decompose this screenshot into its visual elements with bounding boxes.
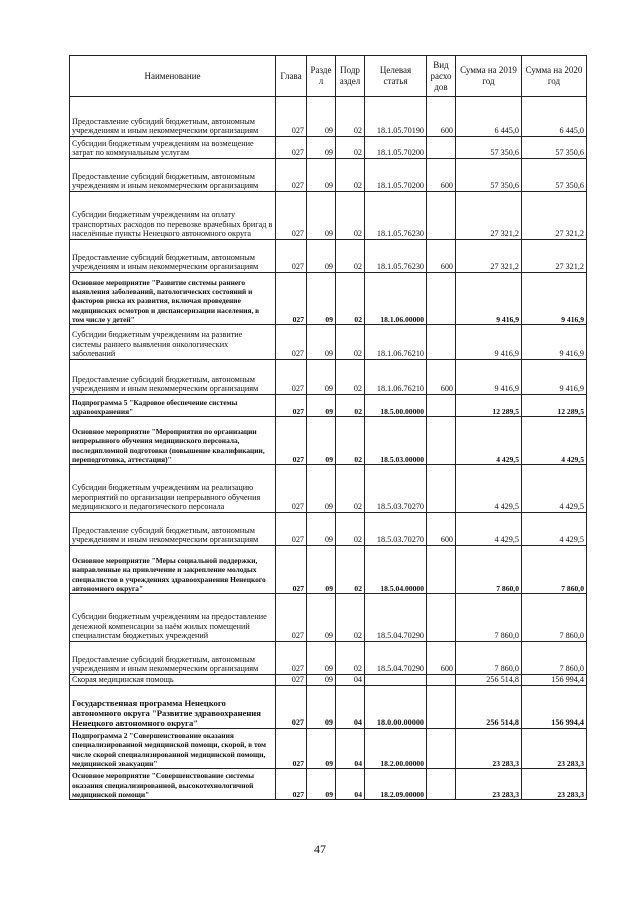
cell-vid <box>427 769 456 800</box>
cell-sum-2020: 4 429,5 <box>522 417 587 465</box>
cell-podrazdel: 02 <box>336 360 365 395</box>
cell-sum-2020: 23 283,3 <box>522 769 587 800</box>
cell-podrazdel: 02 <box>336 159 365 192</box>
cell-target: 18.1.06.76210 <box>365 325 427 360</box>
cell-sum-2019: 57 350,6 <box>456 137 522 159</box>
cell-target: 18.1.05.76230 <box>365 240 427 273</box>
cell-name: Основное мероприятие "Совершенствование системы оказания специализированной, высокотехнологичной медицинской помощи" <box>70 769 276 800</box>
cell-name: Предоставление субсидий бюджетным, автономным учреждениям и иным некоммерческим организациям <box>70 97 276 137</box>
cell-sum-2020: 12 289,5 <box>522 395 587 417</box>
table-row <box>70 729 587 769</box>
table-row <box>70 159 587 192</box>
cell-razdel: 09 <box>307 513 336 546</box>
cell-vid <box>427 594 456 642</box>
cell-razdel: 09 <box>307 192 336 240</box>
cell-target: 18.1.05.76230 <box>365 192 427 240</box>
cell-sum-2020: 9 416,9 <box>522 325 587 360</box>
table-row <box>70 465 587 513</box>
cell-sum-2020: 4 429,5 <box>522 465 587 513</box>
table-row <box>70 513 587 546</box>
cell-razdel: 09 <box>307 395 336 417</box>
cell-sum-2019: 9 416,9 <box>456 360 522 395</box>
cell-glava: 027 <box>276 360 307 395</box>
cell-glava: 027 <box>276 97 307 137</box>
cell-name: Предоставление субсидий бюджетным, автономным учреждениям и иным некоммерческим организациям <box>70 159 276 192</box>
cell-name: Основное мероприятие "Меры социальной поддержки, направленные на привлечение и закрепление молодых специалистов в учреждениях здравоохранения Ненецкого автономного округа" <box>70 546 276 594</box>
table-row <box>70 192 587 240</box>
cell-sum-2019: 4 429,5 <box>456 417 522 465</box>
table-row <box>70 675 587 686</box>
cell-glava: 027 <box>276 686 307 729</box>
cell-sum-2019: 7 860,0 <box>456 642 522 675</box>
cell-name: Скорая медицинская помощь <box>70 675 276 686</box>
cell-vid <box>427 395 456 417</box>
cell-razdel: 09 <box>307 465 336 513</box>
cell-razdel: 09 <box>307 675 336 686</box>
cell-target: 18.5.00.00000 <box>365 395 427 417</box>
cell-vid <box>427 675 456 686</box>
cell-glava: 027 <box>276 769 307 800</box>
cell-target: 18.5.03.70270 <box>365 513 427 546</box>
cell-sum-2020: 4 429,5 <box>522 513 587 546</box>
cell-podrazdel: 04 <box>336 729 365 769</box>
cell-glava: 027 <box>276 273 307 325</box>
cell-name: Субсидии бюджетным учреждениям на возмещение затрат по коммунальным услугам <box>70 137 276 159</box>
cell-sum-2020: 7 860,0 <box>522 642 587 675</box>
cell-razdel: 09 <box>307 686 336 729</box>
cell-podrazdel: 02 <box>336 465 365 513</box>
cell-podrazdel: 02 <box>336 594 365 642</box>
cell-razdel: 09 <box>307 360 336 395</box>
cell-razdel: 09 <box>307 273 336 325</box>
table-row <box>70 594 587 642</box>
table-row <box>70 360 587 395</box>
cell-razdel: 09 <box>307 325 336 360</box>
cell-vid <box>427 465 456 513</box>
cell-vid: 600 <box>427 642 456 675</box>
header-vid: Вид расхо дов <box>427 56 456 97</box>
cell-vid <box>427 546 456 594</box>
budget-table <box>69 55 587 800</box>
cell-podrazdel: 02 <box>336 192 365 240</box>
header-sum-2019: Сумма на 2019 год <box>456 56 522 97</box>
cell-vid <box>427 273 456 325</box>
cell-sum-2019: 12 289,5 <box>456 395 522 417</box>
table-row <box>70 273 587 325</box>
cell-podrazdel: 04 <box>336 686 365 729</box>
cell-sum-2019: 23 283,3 <box>456 729 522 769</box>
header-glava: Глава <box>276 56 307 97</box>
cell-glava: 027 <box>276 137 307 159</box>
cell-sum-2019: 256 514,8 <box>456 675 522 686</box>
cell-vid: 600 <box>427 240 456 273</box>
table-row <box>70 769 587 800</box>
cell-name: Государственная программа Ненецкого автономного округа "Развитие здравоохранения Ненецкого автономного округа" <box>70 686 276 729</box>
cell-name: Подпрограмма 5 "Кадровое обеспечение системы здравоохранения" <box>70 395 276 417</box>
cell-sum-2020: 156 994,4 <box>522 675 587 686</box>
cell-podrazdel: 02 <box>336 325 365 360</box>
cell-podrazdel: 04 <box>336 769 365 800</box>
cell-glava: 027 <box>276 642 307 675</box>
cell-target: 18.5.04.70290 <box>365 594 427 642</box>
cell-razdel: 09 <box>307 546 336 594</box>
cell-sum-2019: 23 283,3 <box>456 769 522 800</box>
cell-target: 18.1.06.76210 <box>365 360 427 395</box>
cell-name: Основное мероприятие "Развитие системы раннего выявления заболеваний, патологических состояний и факторов риска их развития, включая проведение медицинских осмотров и диспансеризации населения, в том числе у детей" <box>70 273 276 325</box>
cell-glava: 027 <box>276 192 307 240</box>
cell-target: 18.5.04.70290 <box>365 642 427 675</box>
cell-glava: 027 <box>276 159 307 192</box>
cell-vid: 600 <box>427 97 456 137</box>
cell-podrazdel: 02 <box>336 240 365 273</box>
cell-podrazdel: 04 <box>336 675 365 686</box>
cell-sum-2020: 57 350,6 <box>522 137 587 159</box>
cell-razdel: 09 <box>307 159 336 192</box>
cell-name: Предоставление субсидий бюджетным, автономным учреждениям и иным некоммерческим организациям <box>70 360 276 395</box>
cell-sum-2019: 256 514,8 <box>456 686 522 729</box>
cell-vid: 600 <box>427 159 456 192</box>
table-row <box>70 546 587 594</box>
cell-glava: 027 <box>276 240 307 273</box>
cell-vid <box>427 729 456 769</box>
cell-vid <box>427 137 456 159</box>
budget-table-sheet <box>69 55 586 800</box>
cell-glava: 027 <box>276 675 307 686</box>
cell-target: 18.1.05.70200 <box>365 159 427 192</box>
table-body <box>70 97 587 800</box>
cell-sum-2019: 27 321,2 <box>456 192 522 240</box>
table-row <box>70 97 587 137</box>
cell-target: 18.1.06.00000 <box>365 273 427 325</box>
cell-target: 18.1.05.70200 <box>365 137 427 159</box>
table-row <box>70 325 587 360</box>
header-sum-2020: Сумма на 2020 год <box>522 56 587 97</box>
cell-sum-2019: 4 429,5 <box>456 465 522 513</box>
cell-glava: 027 <box>276 513 307 546</box>
table-row <box>70 137 587 159</box>
cell-razdel: 09 <box>307 240 336 273</box>
header-target: Целевая статья <box>365 56 427 97</box>
cell-vid: 600 <box>427 360 456 395</box>
cell-target: 18.5.03.00000 <box>365 417 427 465</box>
cell-vid <box>427 417 456 465</box>
cell-name: Предоставление субсидий бюджетным, автономным учреждениям и иным некоммерческим организациям <box>70 513 276 546</box>
cell-razdel: 09 <box>307 417 336 465</box>
cell-razdel: 09 <box>307 137 336 159</box>
cell-glava: 027 <box>276 417 307 465</box>
cell-target: 18.1.05.70190 <box>365 97 427 137</box>
cell-sum-2020: 7 860,0 <box>522 546 587 594</box>
cell-name: Субсидии бюджетным учреждениям на оплату транспортных расходов по перевозке врачебных бригад в населённые пункты Ненецкого автономного округа <box>70 192 276 240</box>
table-row <box>70 686 587 729</box>
cell-name: Субсидии бюджетным учреждениям на развитие системы раннего выявления онкологических заболеваний <box>70 325 276 360</box>
cell-vid: 600 <box>427 513 456 546</box>
cell-sum-2019: 57 350,6 <box>456 159 522 192</box>
cell-razdel: 09 <box>307 729 336 769</box>
cell-podrazdel: 02 <box>336 417 365 465</box>
cell-glava: 027 <box>276 395 307 417</box>
cell-vid <box>427 192 456 240</box>
cell-vid <box>427 325 456 360</box>
cell-name: Субсидии бюджетным учреждениям на реализацию мероприятий по организации непрерывного обучения медицинского и педагогического персонала <box>70 465 276 513</box>
cell-glava: 027 <box>276 465 307 513</box>
table-row <box>70 417 587 465</box>
table-row <box>70 240 587 273</box>
cell-sum-2020: 27 321,2 <box>522 192 587 240</box>
cell-name: Предоставление субсидий бюджетным, автономным учреждениям и иным некоммерческим организациям <box>70 642 276 675</box>
cell-sum-2020: 7 860,0 <box>522 594 587 642</box>
cell-sum-2020: 57 350,6 <box>522 159 587 192</box>
cell-podrazdel: 02 <box>336 546 365 594</box>
cell-glava: 027 <box>276 325 307 360</box>
cell-sum-2019: 7 860,0 <box>456 546 522 594</box>
cell-name: Субсидии бюджетным учреждениям на предоставление денежной компенсации за наём жилых помещений специалистам бюджетных учреждений <box>70 594 276 642</box>
cell-razdel: 09 <box>307 769 336 800</box>
cell-podrazdel: 02 <box>336 97 365 137</box>
cell-target: 18.0.00.00000 <box>365 686 427 729</box>
cell-name: Основное мероприятие "Мероприятия по организации непрерывного обучения медицинского персонала, последипломной подготовки (повышение квалификации, переподготовка, аттестация)" <box>70 417 276 465</box>
cell-glava: 027 <box>276 729 307 769</box>
header-podrazdel: Подр аздел <box>336 56 365 97</box>
cell-sum-2020: 23 283,3 <box>522 729 587 769</box>
cell-target <box>365 675 427 686</box>
cell-sum-2019: 9 416,9 <box>456 273 522 325</box>
cell-podrazdel: 02 <box>336 513 365 546</box>
cell-name: Подпрограмма 2 "Совершенствование оказания специализированной медицинской помощи, скорой, в том числе скорой специализированной медицинской помощи, медицинской эвакуации" <box>70 729 276 769</box>
cell-target: 18.2.09.00000 <box>365 769 427 800</box>
cell-sum-2019: 27 321,2 <box>456 240 522 273</box>
cell-target: 18.2.00.00000 <box>365 729 427 769</box>
cell-sum-2019: 9 416,9 <box>456 325 522 360</box>
table-header-row <box>70 56 587 97</box>
page-number: 47 <box>314 842 326 856</box>
cell-podrazdel: 02 <box>336 137 365 159</box>
cell-razdel: 09 <box>307 97 336 137</box>
cell-sum-2019: 6 445,0 <box>456 97 522 137</box>
header-razdel: Разде л <box>307 56 336 97</box>
cell-target: 18.5.04.00000 <box>365 546 427 594</box>
cell-sum-2019: 4 429,5 <box>456 513 522 546</box>
cell-target: 18.5.03.70270 <box>365 465 427 513</box>
cell-sum-2020: 6 445,0 <box>522 97 587 137</box>
table-row <box>70 395 587 417</box>
cell-sum-2019: 7 860,0 <box>456 594 522 642</box>
cell-sum-2020: 9 416,9 <box>522 273 587 325</box>
cell-sum-2020: 156 994,4 <box>522 686 587 729</box>
cell-glava: 027 <box>276 594 307 642</box>
cell-sum-2020: 27 321,2 <box>522 240 587 273</box>
cell-sum-2020: 9 416,9 <box>522 360 587 395</box>
header-name: Наименование <box>70 56 276 97</box>
cell-podrazdel: 02 <box>336 642 365 675</box>
cell-glava: 027 <box>276 546 307 594</box>
table-row <box>70 642 587 675</box>
cell-name: Предоставление субсидий бюджетным, автономным учреждениям и иным некоммерческим организациям <box>70 240 276 273</box>
cell-podrazdel: 02 <box>336 273 365 325</box>
cell-vid <box>427 686 456 729</box>
cell-razdel: 09 <box>307 594 336 642</box>
cell-podrazdel: 02 <box>336 395 365 417</box>
cell-razdel: 09 <box>307 642 336 675</box>
